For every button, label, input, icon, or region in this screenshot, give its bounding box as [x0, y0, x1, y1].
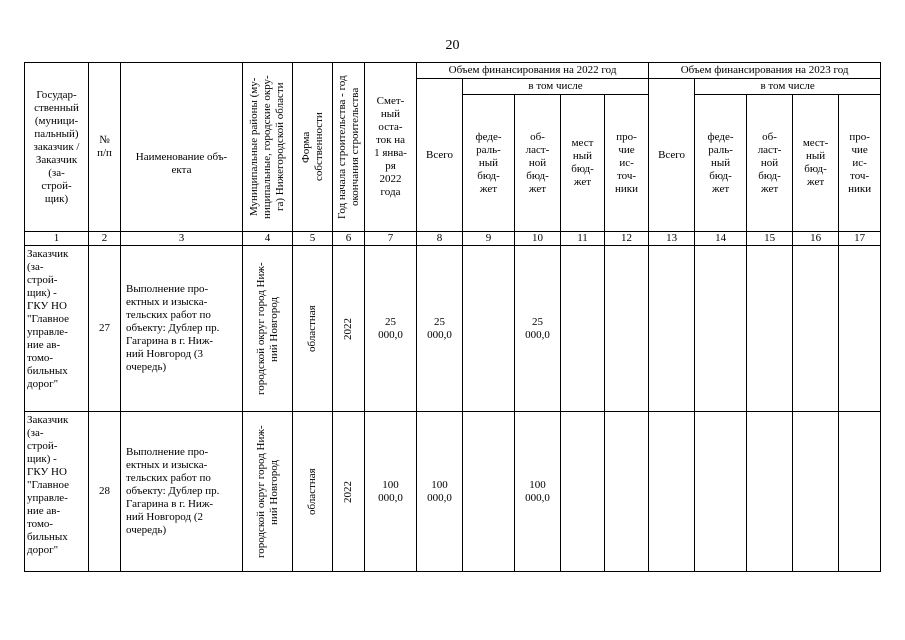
header-total-2023: Всего [649, 79, 695, 232]
column-number: 9 [463, 232, 515, 246]
header-district [243, 63, 293, 232]
financing-table [24, 62, 881, 572]
financing-table-wrapper [24, 62, 880, 572]
column-number: 15 [747, 232, 793, 246]
header-ownership [293, 63, 333, 232]
header-fin-2023: Объем финансирования на 2023 год [649, 63, 881, 79]
row-other-2022 [605, 412, 649, 572]
header-ownership-text: Форма собственности [299, 112, 325, 182]
row-total-2023 [649, 246, 695, 412]
column-number: 16 [793, 232, 839, 246]
row-year [333, 246, 365, 412]
row-local-2023 [793, 412, 839, 572]
header-local-2022: мест ный бюд- жет [561, 95, 605, 232]
row-customer: Заказчик (за- строй- щик) - ГКУ НО "Главное управле- ние ав- томо- бильных дорог" [25, 246, 89, 412]
row-federal-2022 [463, 246, 515, 412]
row-year-text: 2022 [342, 480, 354, 503]
row-district-text: городской округ город Ниж- ний Новгород [254, 425, 280, 558]
row-ownership [293, 246, 333, 412]
row-ownership-text: областная [306, 305, 318, 352]
row-federal-2023 [695, 246, 747, 412]
row-customer: Заказчик (за- строй- щик) - ГКУ НО "Главное управле- ние ав- томо- бильных дорог" [25, 412, 89, 572]
row-total-2022: 25 000,0 [417, 246, 463, 412]
row-number: 28 [89, 412, 121, 572]
column-number: 11 [561, 232, 605, 246]
header-other-2022: про- чие ис- точ- ники [605, 95, 649, 232]
header-federal-2023: феде- раль- ный бюд- жет [695, 95, 747, 232]
header-customer: Государ- ственный (муници- пальный) заказчик / Заказчик (за- строй- щик) [25, 63, 89, 232]
header-district-text: Муниципальные районы (му- ниципальные, городские окру- га) Нижегородской области [248, 75, 286, 219]
header-years [333, 63, 365, 232]
row-district [243, 412, 293, 572]
column-number: 5 [293, 232, 333, 246]
table-row [25, 412, 881, 572]
row-year-text: 2022 [342, 317, 354, 340]
row-balance: 100 000,0 [365, 412, 417, 572]
column-number: 10 [515, 232, 561, 246]
header-federal-2022: феде- раль- ный бюд- жет [463, 95, 515, 232]
header-regional-2023: об- ласт- ной бюд- жет [747, 95, 793, 232]
row-ownership [293, 412, 333, 572]
row-federal-2023 [695, 412, 747, 572]
column-number: 14 [695, 232, 747, 246]
column-number: 3 [121, 232, 243, 246]
row-local-2023 [793, 246, 839, 412]
row-federal-2022 [463, 412, 515, 572]
row-total-2022: 100 000,0 [417, 412, 463, 572]
header-number: № п/п [89, 63, 121, 232]
header-including-2023: в том числе [695, 79, 881, 95]
row-regional-2022: 100 000,0 [515, 412, 561, 572]
row-regional-2022: 25 000,0 [515, 246, 561, 412]
column-number: 12 [605, 232, 649, 246]
row-regional-2023 [747, 412, 793, 572]
row-total-2023 [649, 412, 695, 572]
header-years-text: Год начала строительства - год окончания строительства [335, 75, 361, 219]
row-year [333, 412, 365, 572]
column-number: 6 [333, 232, 365, 246]
row-other-2022 [605, 246, 649, 412]
row-district [243, 246, 293, 412]
column-number: 17 [839, 232, 881, 246]
row-local-2022 [561, 412, 605, 572]
page-number: 20 [445, 38, 460, 53]
header-local-2023: мест- ный бюд- жет [793, 95, 839, 232]
table-row [25, 246, 881, 412]
row-other-2023 [839, 246, 881, 412]
header-object: Наименование объ- екта [121, 63, 243, 232]
column-number-row [25, 232, 881, 246]
row-number: 27 [89, 246, 121, 412]
column-number: 2 [89, 232, 121, 246]
header-including-2022: в том числе [463, 79, 649, 95]
row-balance: 25 000,0 [365, 246, 417, 412]
header-balance: Смет- ный оста- ток на 1 янва- ря 2022 года [365, 63, 417, 232]
header-other-2023: про- чие ис- точ- ники [839, 95, 881, 232]
row-ownership-text: областная [306, 468, 318, 515]
column-number: 13 [649, 232, 695, 246]
header-row-1 [25, 63, 881, 79]
header-total-2022: Всего [417, 79, 463, 232]
row-local-2022 [561, 246, 605, 412]
row-object: Выполнение про- ектных и изыска- тельских работ по объекту: Дублер пр. Гагарина в г. Ниж- ний Новгород (3 очередь) [121, 246, 243, 412]
row-district-text: городской округ город Ниж- ний Новгород [254, 262, 280, 395]
row-regional-2023 [747, 246, 793, 412]
column-number: 4 [243, 232, 293, 246]
row-other-2023 [839, 412, 881, 572]
column-number: 8 [417, 232, 463, 246]
header-regional-2022: об- ласт- ной бюд- жет [515, 95, 561, 232]
column-number: 1 [25, 232, 89, 246]
header-fin-2022: Объем финансирования на 2022 год [417, 63, 649, 79]
column-number: 7 [365, 232, 417, 246]
row-object: Выполнение про- ектных и изыска- тельских работ по объекту: Дублер пр. Гагарина в г. Ниж- ний Новгород (2 очередь) [121, 412, 243, 572]
